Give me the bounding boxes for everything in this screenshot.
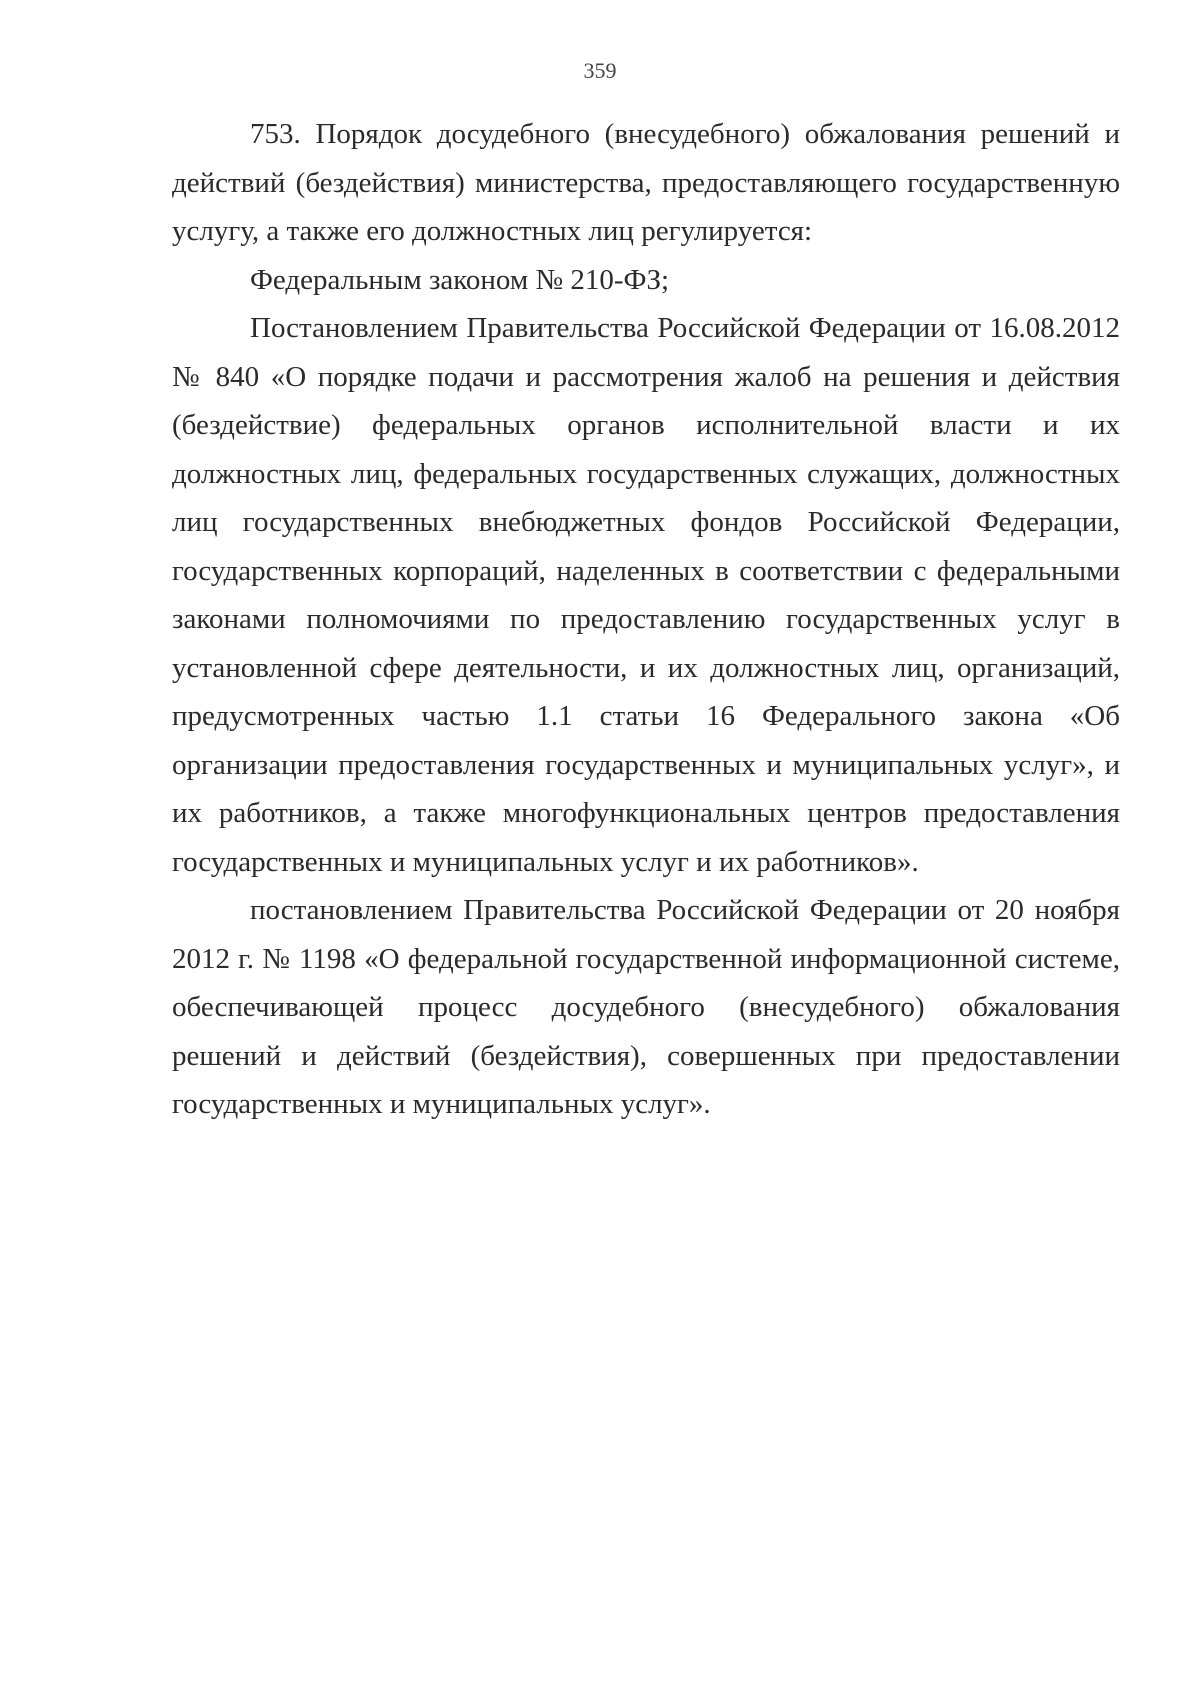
paragraph-resolution-840: Постановлением Правительства Российской Федерации от 16.08.2012 № 840 «О порядке подачи и рассмотрения жалоб на решения и действия (бездействие) федеральных органов исполнительной власти и их должностных лиц, федеральных государственных служащих, должностных лиц государственных внебюджетных фондов Российской Федерации, государственных корпораций, наделенных в соответствии с федеральными законами полномочиями по предоставлению государственных услуг в установленной сфере деятельности, и их должностных лиц, организаций, предусмотренных частью 1.1 статьи 16 Федерального закона «Об организации предоставления государственных и муниципальных услуг», и их работников, а также многофункциональных центров предоставления государственных и муниципальных услуг и их работников». xyxy=(172,312,1120,878)
paragraph-federal-law: Федеральным законом № 210-ФЗ; xyxy=(250,263,670,296)
paragraph-resolution-1198: постановлением Правительства Российской Федерации от 20 ноября 2012 г. № 1198 «О федеральной государственной информационной системе, обеспечивающей процесс досудебного (внесудебного) обжалования решений и действий (бездействия), совершенных при предоставлении государственных и муниципальных услуг». xyxy=(172,894,1120,1120)
document-body xyxy=(172,110,1120,1129)
paragraph-appeal-procedure: 753. Порядок досудебного (внесудебного) обжалования решений и действий (бездействия) министерства, предоставляющего государственную услугу, а также его должностных лиц регулируется: xyxy=(172,118,1120,247)
page-number: 359 xyxy=(583,58,617,83)
